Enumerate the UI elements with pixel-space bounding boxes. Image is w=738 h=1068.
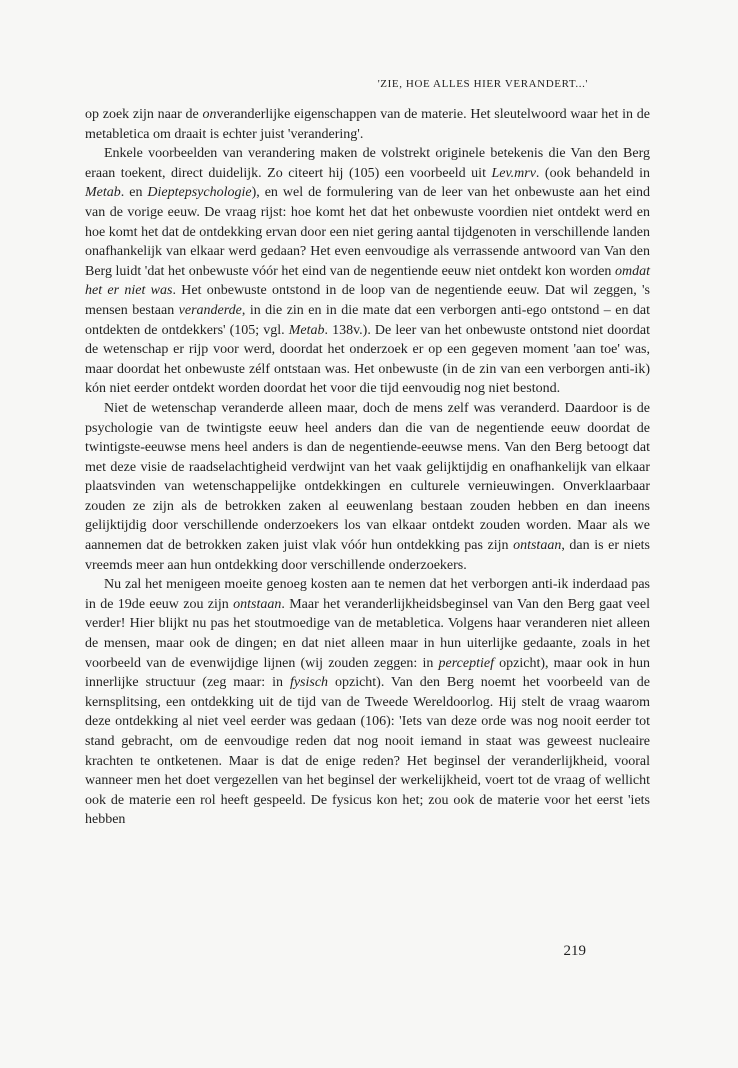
text-run: opzicht), maar ook in hun innerlijke structuur (zeg maar: in	[85, 655, 650, 691]
text-run: , in die zin en in die mate dat een verborgen anti-ego ontstond – en dat ontdekten de ontdekkers' (105; vgl.	[85, 302, 650, 338]
italic-run: ontstaan	[233, 596, 282, 612]
text-run: . Maar het veranderlijkheidsbeginsel van Van den Berg gaat veel verder! Hier blijkt nu pas het stoutmoedige van de metabletica. Volgens haar veranderen niet alleen de mensen, maar ook de dingen; en dat niet alleen maar in hun uiterlijke gedaante, zoals in het voorbeeld van de evenwijdige lijnen (wij zouden zeggen: in	[85, 596, 651, 671]
italic-run: fysisch	[289, 675, 329, 691]
paragraph	[85, 575, 650, 830]
italic-run: Lev.mrv	[491, 165, 536, 181]
text-run: , dan is er niets vreemds meer aan hun ontdekking door verschillende onderzoekers.	[85, 538, 650, 573]
running-head: 'ZIE, HOE ALLES HIER VERANDERT...'	[377, 78, 588, 90]
italic-run: Dieptepsychologie	[147, 185, 252, 201]
italic-run: ontstaan	[513, 538, 562, 554]
text-run: veranderlijke eigenschappen van de materie. Het sleutelwoord waar het in de metabletica om draait is echter juist 'verandering'.	[85, 107, 650, 142]
italic-run: perceptief	[438, 655, 494, 671]
text-run: . en	[120, 185, 148, 201]
text-run: . (ook behandeld in	[535, 165, 651, 181]
italic-run: on	[202, 107, 217, 122]
text-run: . 138v.). De leer van het onbewuste ontstond niet doordat de wetenschap er rijp voor werd, doordat het onderzoek er op een gegeven moment 'aan toe' was, maar doordat het onbewuste zélf ontstaan was. Het onbewuste (in de zin van een verborgen anti-ik) kón niet eerder ontdekt worden doordat het voor die tijd eenvoudig nog niet bestond.	[85, 322, 650, 397]
italic-run: Metab	[85, 185, 121, 201]
paragraph	[85, 399, 650, 575]
text-run: ), en wel de formulering van de leer van het onbewuste aan het eind van de vorige eeuw. De vraag rijst: hoe komt het dat het onbewuste voordien niet ontdekt werd en hoe komt het dat de ontdekking ervan door een niet gering aantal tijdgenoten in verschillende landen onafhankelijk van elkaar werd gedaan? Het even eenvoudige als verrassende antwoord van Van den Berg luidt 'dat het onbewuste vóór het eind van de negentiende eeuw niet ontdekt kon worden	[85, 185, 650, 279]
italic-run: omdat het er niet was	[85, 263, 650, 299]
text-run: Enkele voorbeelden van verandering maken de volstrekt originele betekenis die Van den Berg eraan toekent, direct duidelijk. Zo citeert hij (105) een voorbeeld uit	[85, 146, 650, 181]
paragraph	[85, 105, 650, 144]
text-run: op zoek zijn naar de	[85, 107, 203, 122]
italic-run: veranderde	[178, 302, 242, 318]
paragraph	[85, 144, 650, 399]
text-run: Niet de wetenschap veranderde alleen maar, doch de mens zelf was veranderd. Daardoor is de psychologie van de twintigste eeuw heel anders dan die van de negentiende eeuw doordat de twintigste-eeuwse mens heel anders is dan de negentiende-eeuwse mens. Van den Berg betoogt dat met deze visie de raadselachtigheid verdwijnt van het vaak gelijktijdig en onafhankelijk van elkaar plaatsvinden van wetenschappelijke ontdekkingen en culturele vernieuwingen. Onverklaarbaar zouden ze zijn als de betrokken zaken al eeuwenlang bestaan zouden hebben en dan ineens gelijktijdig door verschillende onderzoekers los van elkaar ontdekt zouden worden. Maar als we aannemen dat de betrokken zaken juist vlak vóór hun ontdekking pas zijn	[85, 400, 650, 554]
body-text	[85, 105, 650, 830]
text-run: . Het onbewuste ontstond in de loop van de negentiende eeuw. Dat wil zeggen, 's mensen bestaan	[85, 283, 650, 318]
page-number: 219	[563, 943, 586, 959]
text-run: opzicht). Van den Berg noemt het voorbeeld van de kernsplitsing, een ontdekking uit de tijd van de Tweede Wereldoorlog. Hij stelt de vraag waarom deze ontdekking al niet veel eerder was gedaan (106): 'Iets van deze orde was nog nooit eerder tot stand gebracht, om de eenvoudige reden dat nog nooit iemand in staat was geweest nucleaire krachten te ontketenen. Maar is dat de enige reden? Het beginsel der veranderlijkheid, vooral wanneer men het doet vergezellen van het beginsel der werkelijkheid, voert tot de vraag of wellicht ook de materie een rol heeft gespeeld. De fysicus kon het; zou ook de materie voor het eerst 'iets hebben	[85, 675, 651, 828]
text-run: Nu zal het menigeen moeite genoeg kosten aan te nemen dat het verborgen anti-ik inderdaad pas in de 19de eeuw zou zijn	[85, 577, 650, 612]
italic-run: Metab	[288, 322, 325, 338]
